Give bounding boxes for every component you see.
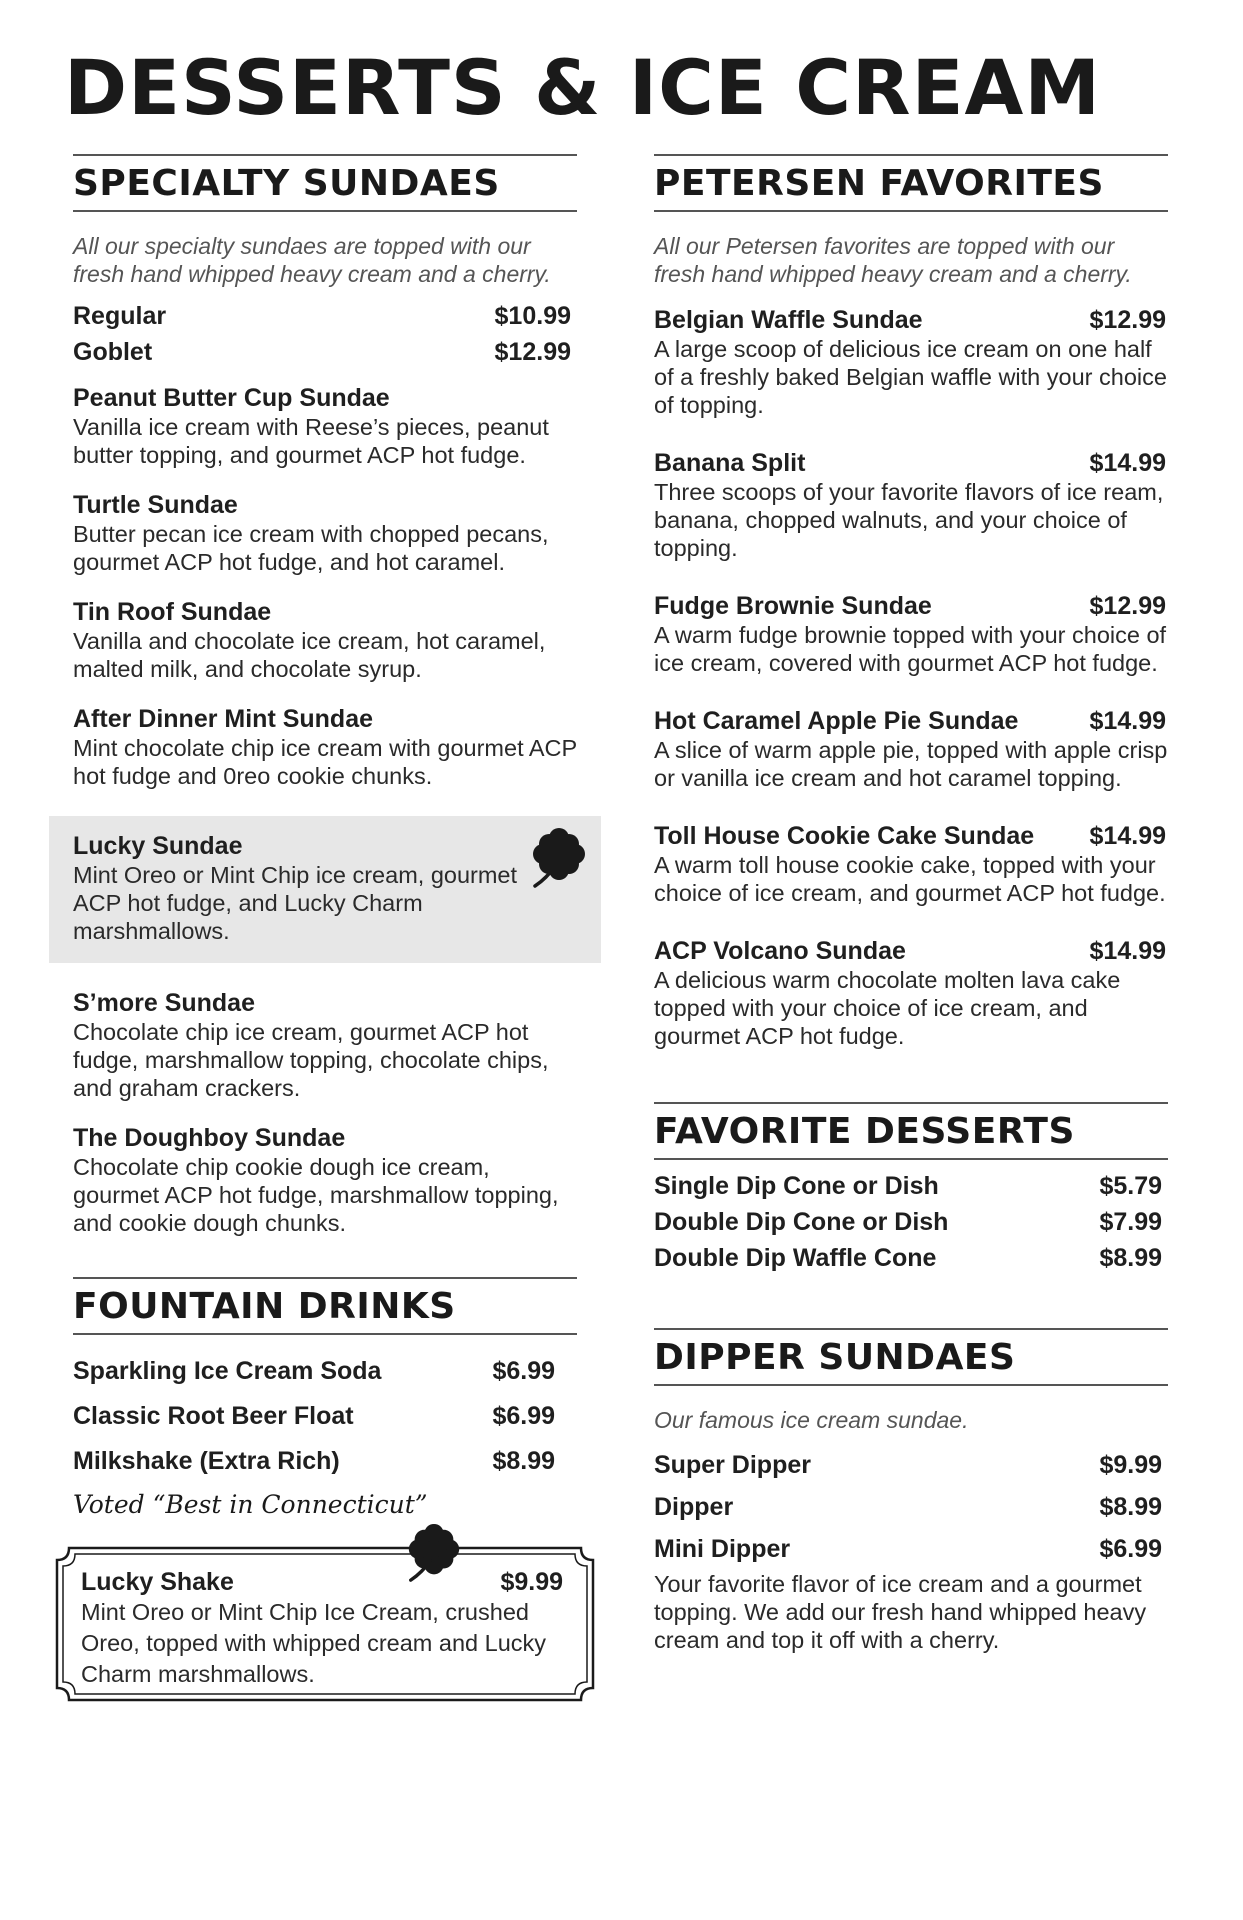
dipper-row <box>654 1444 1168 1486</box>
item-name: Super Dipper <box>654 1451 811 1479</box>
item-name: Sparkling Ice Cream Soda <box>73 1357 382 1385</box>
item-description: Vanilla and chocolate ice cream, hot caramel, malted milk, and chocolate syrup. <box>73 628 546 682</box>
menu-item <box>73 384 577 469</box>
size-price: $10.99 <box>494 302 571 330</box>
menu-item <box>654 822 1168 907</box>
item-price: $14.99 <box>1089 707 1166 735</box>
section-header <box>654 1328 1168 1386</box>
item-price: $9.99 <box>500 1568 563 1596</box>
section-intro: Our famous ice cream sundae. <box>654 1407 969 1433</box>
item-name: Toll House Cookie Cake Sundae <box>654 822 1035 850</box>
item-name: Classic Root Beer Float <box>73 1402 354 1430</box>
item-price: $7.99 <box>1099 1208 1162 1236</box>
item-price: $14.99 <box>1089 822 1166 850</box>
right-column <box>654 154 1168 1654</box>
section-header <box>654 154 1168 212</box>
drink-row <box>73 1394 577 1439</box>
item-name: Lucky Sundae <box>73 832 243 860</box>
item-description: A slice of warm apple pie, topped with apple crisp or vanilla ice cream and hot caramel topping. <box>654 737 1168 791</box>
menu-item <box>73 598 577 683</box>
section-header <box>654 1102 1168 1160</box>
item-name: The Doughboy Sundae <box>73 1124 346 1152</box>
item-description: A delicious warm chocolate molten lava cake topped with your choice of ice cream, and gourmet ACP hot fudge. <box>654 967 1121 1049</box>
item-price: $8.99 <box>492 1447 555 1475</box>
item-name: Mini Dipper <box>654 1535 791 1563</box>
section-intro: All our specialty sundaes are topped with our fresh hand whipped heavy cream and a cherry. <box>73 233 551 287</box>
item-price: $8.99 <box>1099 1493 1162 1521</box>
section-header <box>73 1277 577 1335</box>
menu-item <box>73 989 577 1102</box>
item-price: $12.99 <box>1089 592 1166 620</box>
item-description: Chocolate chip ice cream, gourmet ACP hot fudge, marshmallow topping, chocolate chips, and graham crackers. <box>73 1019 549 1101</box>
menu-item <box>654 306 1168 419</box>
dessert-row <box>654 1240 1168 1276</box>
menu-item <box>73 705 577 790</box>
section-header <box>73 154 577 212</box>
item-description: A warm toll house cookie cake, topped with your choice of ice cream, and gourmet ACP hot fudge. <box>654 852 1166 906</box>
section-title: FOUNTAIN DRINKS <box>73 1286 456 1327</box>
item-description: Mint Oreo or Mint Chip Ice Cream, crushed Oreo, topped with whipped cream and Lucky Charm marshmallows. <box>81 1599 547 1687</box>
section-title: FAVORITE DESSERTS <box>654 1111 1075 1152</box>
item-price: $9.99 <box>1099 1451 1162 1479</box>
page-title: DESSERTS & ICE CREAM <box>64 43 1101 132</box>
item-price: $8.99 <box>1099 1244 1162 1272</box>
item-price: $6.99 <box>1099 1535 1162 1563</box>
item-name: Banana Split <box>654 449 806 477</box>
dipper-row <box>654 1528 1168 1570</box>
size-name: Goblet <box>73 338 153 366</box>
item-name: Milkshake (Extra Rich) <box>73 1447 340 1475</box>
item-description: Butter pecan ice cream with chopped pecans, gourmet ACP hot fudge, and hot caramel. <box>73 521 549 575</box>
section-title: PETERSEN FAVORITES <box>654 163 1104 204</box>
item-price: $6.99 <box>492 1402 555 1430</box>
favorite-desserts-section <box>654 1102 1168 1276</box>
menu-item <box>654 707 1168 792</box>
menu-item <box>73 1124 577 1237</box>
lucky-shake <box>81 1568 573 1690</box>
menu-item <box>654 449 1168 562</box>
item-price: $14.99 <box>1089 449 1166 477</box>
section-intro: All our Petersen favorites are topped with our fresh hand whipped heavy cream and a cherry. <box>654 233 1132 287</box>
menu-item <box>654 937 1168 1050</box>
item-name: ACP Volcano Sundae <box>654 937 906 965</box>
dipper-sundaes-section <box>654 1328 1168 1654</box>
item-name: S’more Sundae <box>73 989 255 1017</box>
size-price: $12.99 <box>494 338 571 366</box>
size-row <box>73 298 577 334</box>
left-column <box>73 154 577 1704</box>
item-name: Double Dip Waffle Cone <box>654 1244 937 1272</box>
item-description: A warm fudge brownie topped with your choice of ice cream, covered with gourmet ACP hot fudge. <box>654 622 1167 676</box>
item-name: Tin Roof Sundae <box>73 598 272 626</box>
lucky-shake-box <box>53 1544 597 1704</box>
item-name: Single Dip Cone or Dish <box>654 1172 939 1200</box>
menu-item <box>654 592 1168 677</box>
item-description: Chocolate chip cookie dough ice cream, gourmet ACP hot fudge, marshmallow topping, and cookie dough chunks. <box>73 1154 559 1236</box>
item-name: Dipper <box>654 1493 734 1521</box>
item-name: Peanut Butter Cup Sundae <box>73 384 390 412</box>
item-description: Three scoops of your favorite flavors of ice ream, banana, chopped walnuts, and your choice of topping. <box>654 479 1164 561</box>
lucky-sundae-highlight <box>49 816 601 963</box>
drink-row <box>73 1349 577 1394</box>
dessert-row <box>654 1168 1168 1204</box>
dipper-row <box>654 1486 1168 1528</box>
drink-row <box>73 1439 577 1484</box>
specialty-sundaes-section <box>73 154 577 1237</box>
voted-tagline: Voted “Best in Connecticut” <box>73 1490 428 1519</box>
item-description: Mint chocolate chip ice cream with gourmet ACP hot fudge and 0reo cookie chunks. <box>73 735 577 789</box>
fountain-drinks-section <box>73 1277 577 1704</box>
item-price: $14.99 <box>1089 937 1166 965</box>
section-title: SPECIALTY SUNDAES <box>73 163 500 204</box>
menu-item <box>73 491 577 576</box>
four-leaf-clover-icon <box>527 826 591 890</box>
size-row <box>73 334 577 370</box>
item-price: $12.99 <box>1089 306 1166 334</box>
item-name: Fudge Brownie Sundae <box>654 592 932 620</box>
petersen-favorites-section <box>654 154 1168 1050</box>
item-description: Mint Oreo or Mint Chip ice cream, gourmet ACP hot fudge, and Lucky Charm marshmallows. <box>73 862 518 944</box>
item-name: Belgian Waffle Sundae <box>654 306 923 334</box>
item-name: Double Dip Cone or Dish <box>654 1208 949 1236</box>
item-description: A large scoop of delicious ice cream on one half of a freshly baked Belgian waffle with your choice of topping. <box>654 336 1167 418</box>
item-name: Turtle Sundae <box>73 491 238 519</box>
dipper-description: Your favorite flavor of ice cream and a gourmet topping. We add our fresh hand whipped heavy cream and top it off with a cherry. <box>654 1571 1147 1653</box>
size-name: Regular <box>73 302 167 330</box>
dessert-row <box>654 1204 1168 1240</box>
item-description: Vanilla ice cream with Reese’s pieces, peanut butter topping, and gourmet ACP hot fudge. <box>73 414 549 468</box>
item-name: Lucky Shake <box>81 1568 234 1596</box>
item-name: After Dinner Mint Sundae <box>73 705 374 733</box>
item-price: $5.79 <box>1099 1172 1162 1200</box>
item-price: $6.99 <box>492 1357 555 1385</box>
item-name: Hot Caramel Apple Pie Sundae <box>654 707 1019 735</box>
section-title: DIPPER SUNDAES <box>654 1337 1016 1378</box>
